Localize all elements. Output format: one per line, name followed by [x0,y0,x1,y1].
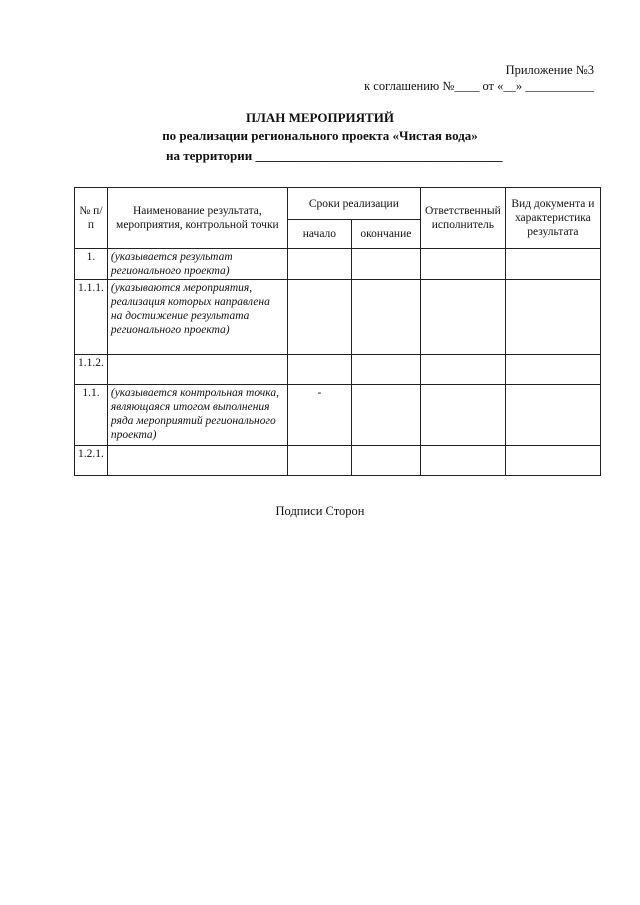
table-row [75,446,601,476]
plan-table [74,187,601,476]
row-responsible [420,355,505,385]
row-num: 1.2.1. [75,446,108,476]
table-row [75,249,601,280]
row-start [287,355,351,385]
row-doc [505,385,600,446]
row-desc [107,446,287,476]
territory-line: на территории ______________________________________ [166,148,503,163]
table-row [75,385,601,446]
row-doc [505,249,600,280]
row-responsible [420,446,505,476]
table-row [75,280,601,355]
header-name: Наименование результата, мероприятия, контрольной точки [107,188,287,249]
row-num: 1.1.2. [75,355,108,385]
row-desc: (указывается контрольная точка, являющаяся итогом выполнения ряда мероприятий регионального проекта) [107,385,287,446]
row-end [351,355,420,385]
row-doc [505,446,600,476]
header-num: № п/п [75,188,108,249]
row-num: 1. [75,249,108,280]
row-num: 1.1.1. [75,280,108,355]
table-row [75,355,601,385]
row-desc: (указываются мероприятия, реализация которых направлена на достижение результата регионального проекта) [107,280,287,355]
row-start [287,280,351,355]
row-responsible [420,249,505,280]
signatures-label: Подписи Сторон [275,504,365,518]
row-start [287,446,351,476]
row-start: - [287,385,351,446]
row-doc [505,355,600,385]
row-desc: (указывается результат регионального проекта) [107,249,287,280]
row-desc [107,355,287,385]
row-end [351,385,420,446]
agreement-line: к соглашению №____ от «__» ___________ [364,79,594,93]
row-end [351,249,420,280]
project-line: по реализации регионального проекта «Чистая вода» [162,128,478,143]
appendix-label: Приложение №3 [505,63,594,77]
row-num: 1.1. [75,385,108,446]
document-title: ПЛАН МЕРОПРИЯТИЙ [246,110,394,125]
header-terms: Сроки реализации [287,188,420,220]
header-end: окончание [351,220,420,249]
row-end [351,446,420,476]
row-responsible [420,385,505,446]
header-start: начало [287,220,351,249]
header-responsible: Ответственный исполнитель [420,188,505,249]
row-doc [505,280,600,355]
row-responsible [420,280,505,355]
header-doc: Вид документа и характеристика результата [505,188,600,249]
row-end [351,280,420,355]
row-start [287,249,351,280]
